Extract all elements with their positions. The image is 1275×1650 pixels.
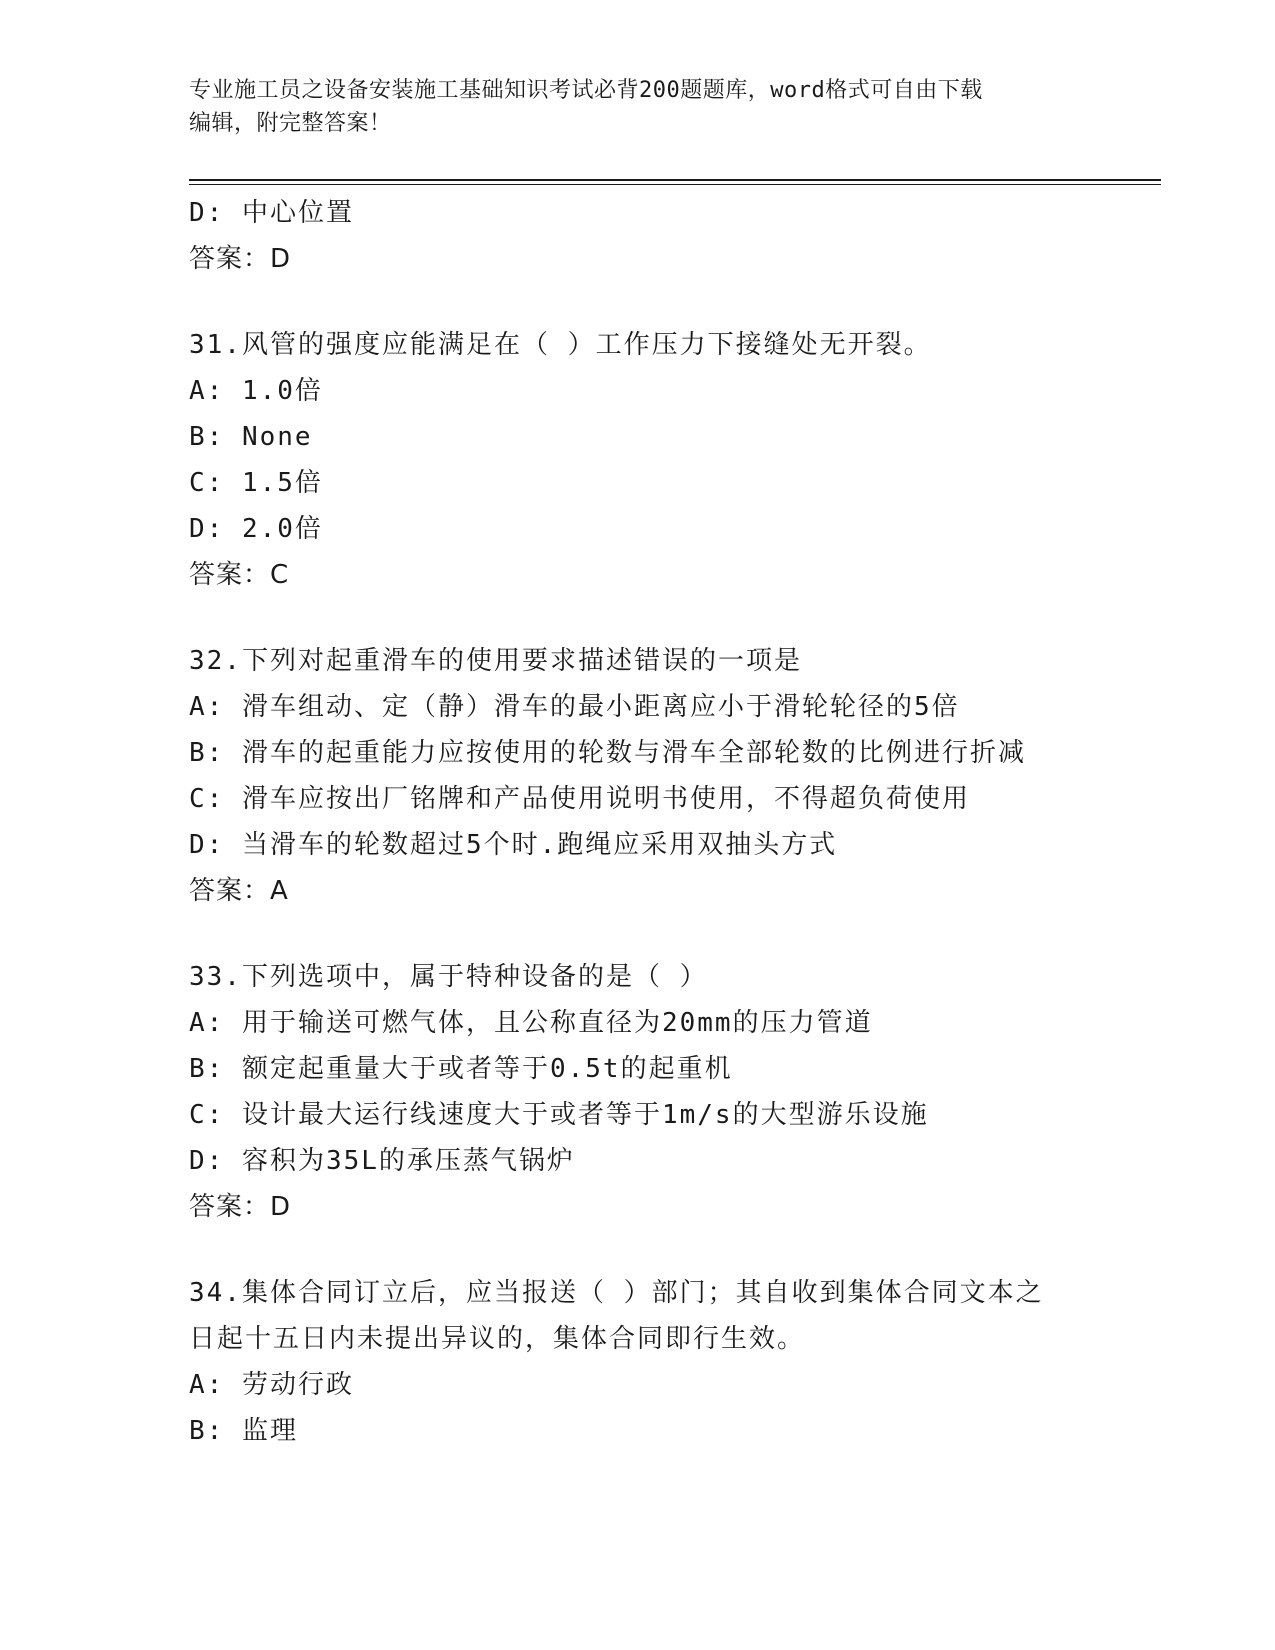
option-c: C: 设计最大运行线速度大于或者等于1m/s的大型游乐设施 xyxy=(189,1100,929,1130)
question-stem-line-1: 34.集体合同订立后，应当报送（ ）部门；其自收到集体合同文本之 xyxy=(189,1278,1044,1308)
spacer xyxy=(189,1230,1149,1270)
spacer xyxy=(189,598,1149,638)
prev-option-d: D: 中心位置 xyxy=(189,198,354,228)
prev-answer: 答案：D xyxy=(189,244,292,274)
header-divider-thick xyxy=(189,179,1161,181)
option-a: A: 劳动行政 xyxy=(189,1370,354,1400)
option-d: D: 2.0倍 xyxy=(189,514,323,544)
option-d: D: 容积为35L的承压蒸气锅炉 xyxy=(189,1146,575,1176)
answer: 答案：C xyxy=(189,560,290,590)
header-line-1: 专业施工员之设备安装施工基础知识考试必背200题题库，word格式可自由下载 xyxy=(189,78,983,103)
option-a: A: 用于输送可燃气体，且公称直径为20mm的压力管道 xyxy=(189,1008,873,1038)
option-b: B: 额定起重量大于或者等于0.5t的起重机 xyxy=(189,1054,733,1084)
question-34 xyxy=(189,1270,1149,1454)
question-stem: 31.风管的强度应能满足在（ ）工作压力下接缝处无开裂。 xyxy=(189,330,932,360)
question-33 xyxy=(189,954,1149,1230)
spacer xyxy=(189,914,1149,954)
question-stem: 32.下列对起重滑车的使用要求描述错误的一项是 xyxy=(189,646,802,676)
option-c: C: 滑车应按出厂铭牌和产品使用说明书使用，不得超负荷使用 xyxy=(189,784,970,814)
spacer xyxy=(189,282,1149,322)
option-d: D: 当滑车的轮数超过5个时.跑绳应采用双抽头方式 xyxy=(189,830,838,860)
header-divider-thin xyxy=(189,184,1161,185)
question-stem-line-2: 日起十五日内未提出异议的，集体合同即行生效。 xyxy=(189,1324,806,1354)
question-31 xyxy=(189,322,1149,598)
question-list xyxy=(189,190,1149,1454)
question-stem: 33.下列选项中，属于特种设备的是（ ） xyxy=(189,962,708,992)
option-c: C: 1.5倍 xyxy=(189,468,323,498)
document-header xyxy=(189,74,1089,140)
answer: 答案：A xyxy=(189,876,289,906)
answer: 答案：D xyxy=(189,1192,292,1222)
option-b: B: None xyxy=(189,422,313,452)
option-b: B: 监理 xyxy=(189,1416,298,1446)
header-line-2: 编辑，附完整答案！ xyxy=(189,111,392,136)
option-a: A: 滑车组动、定（静）滑车的最小距离应小于滑轮轮径的5倍 xyxy=(189,692,960,722)
question-32 xyxy=(189,638,1149,914)
option-b: B: 滑车的起重能力应按使用的轮数与滑车全部轮数的比例进行折减 xyxy=(189,738,1026,768)
option-a: A: 1.0倍 xyxy=(189,376,323,406)
